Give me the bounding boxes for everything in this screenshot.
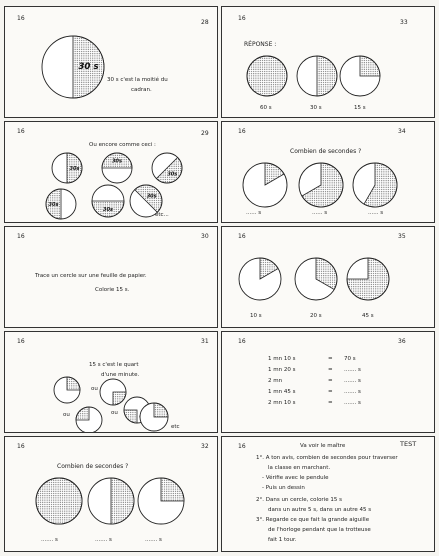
caption-line2: d'une minute. (101, 372, 140, 378)
pie-20s (294, 257, 338, 301)
unit-number: 16 (238, 443, 246, 450)
unit-number: 16 (17, 338, 25, 345)
page-number: 28 (201, 19, 209, 26)
card-33 (221, 6, 435, 118)
instruction-line2: Colorie 15 s. (95, 287, 130, 293)
card-31 (4, 331, 218, 433)
caption-line1: 30 s c'est la moitié du (107, 77, 168, 83)
blank-2: ....... s (95, 537, 112, 543)
half-pie (41, 35, 105, 99)
quarter-pie (75, 406, 103, 433)
pie-10s (242, 162, 288, 208)
answer-60: 60 s (260, 105, 272, 111)
test-label: TEST (400, 440, 417, 448)
card-32 (4, 436, 218, 552)
pie-10s (238, 257, 282, 301)
caption-line1: 15 s c'est le quart (89, 362, 139, 368)
quarter-pie (139, 402, 169, 432)
pie-45s (346, 257, 390, 301)
blank-1: ...... s (246, 210, 262, 216)
unit-number: 16 (238, 338, 246, 345)
unit-number: 16 (238, 15, 246, 22)
quarter-pie (137, 477, 185, 525)
page-number: 36 (398, 338, 406, 345)
table-row: 1 mn 10 s = 70 s (268, 356, 356, 362)
card-title: Combien de secondes ? (290, 148, 362, 155)
page-number: 31 (201, 338, 209, 345)
quarter-pie (339, 55, 381, 97)
pie-label: 30s (69, 166, 80, 172)
instruction-line1: Trace un cercle sur une feuille de papier. (35, 273, 147, 279)
or-text: ou (63, 412, 70, 418)
table-row: 2 mn = ....... s (268, 378, 361, 384)
card-title: Combien de secondes ? (57, 463, 129, 470)
half-pie (87, 477, 135, 525)
card-30 (4, 226, 218, 328)
pie-label: 30 s (78, 62, 99, 72)
card-29 (4, 121, 218, 223)
unit-number: 16 (17, 15, 25, 22)
full-pie (246, 55, 288, 97)
card-header: Va voir le maître (300, 443, 346, 449)
or-text: ou (91, 386, 98, 392)
card-36 (221, 331, 435, 433)
etc-text: etc (171, 424, 180, 430)
half-pie (296, 55, 338, 97)
pie-40s (298, 162, 344, 208)
card-34 (221, 121, 435, 223)
page-number: 30 (201, 233, 209, 240)
pie-label: 30s (167, 171, 178, 178)
half-pie (101, 152, 133, 184)
pie-label: 30s (103, 207, 113, 213)
full-pie (35, 477, 83, 525)
etc-text: etc... (155, 212, 169, 218)
blank-3: ...... s (368, 210, 384, 216)
response-title: RÉPONSE : (244, 41, 277, 48)
pie-label: 30s (112, 158, 122, 165)
pie-label: 30s (146, 193, 157, 200)
page-number: 34 (398, 128, 406, 135)
pie-label: 30s (48, 202, 59, 208)
half-pie (51, 152, 83, 184)
answer-45: 45 s (362, 313, 374, 319)
blank-1: ....... s (41, 537, 58, 543)
table-row: 1 mn 45 s = ....... s (268, 389, 361, 395)
unit-number: 16 (17, 128, 25, 135)
page-number: 33 (400, 19, 408, 26)
caption-line2: cadran. (131, 87, 152, 93)
table-row: 2 mn 10 s = ....... s (268, 400, 361, 406)
answer-10: 10 s (250, 313, 262, 319)
card-test: 16 Va voir le maître TEST 1°. A ton avis, combien de secondes pour traverser la classe en marchant. - Vérifie avec le pendule - Puis un dessin 2°. Dans un cercle, colorie 15 s dans un autre 5 s, dans un autre 45 s 3°. Regarde ce que fait la grande aiguille de l'horloge pendant que la trotteuse fait 1 tour. (221, 436, 435, 552)
page-number: 35 (398, 233, 406, 240)
unit-number: 16 (238, 128, 246, 135)
answer-15: 15 s (354, 105, 366, 111)
page-number: 32 (201, 443, 209, 450)
conversion-table (268, 356, 418, 411)
pie-35s (352, 162, 398, 208)
card-35 (221, 226, 435, 328)
card-title: Ou encore comme ceci : (89, 142, 156, 148)
unit-number: 16 (17, 233, 25, 240)
table-row: 1 mn 20 s = ....... s (268, 367, 361, 373)
card-28 (4, 6, 218, 118)
quarter-pie (53, 376, 81, 404)
half-pie (45, 188, 77, 220)
unit-number: 16 (238, 233, 246, 240)
page-number: 29 (201, 130, 209, 137)
half-pie (151, 152, 183, 184)
unit-number: 16 (17, 443, 25, 450)
half-pie (91, 184, 125, 218)
answer-20: 20 s (310, 313, 322, 319)
blank-2: ...... s (312, 210, 328, 216)
answer-30: 30 s (310, 105, 322, 111)
blank-3: ....... s (145, 537, 162, 543)
or-text: ou (111, 410, 118, 416)
